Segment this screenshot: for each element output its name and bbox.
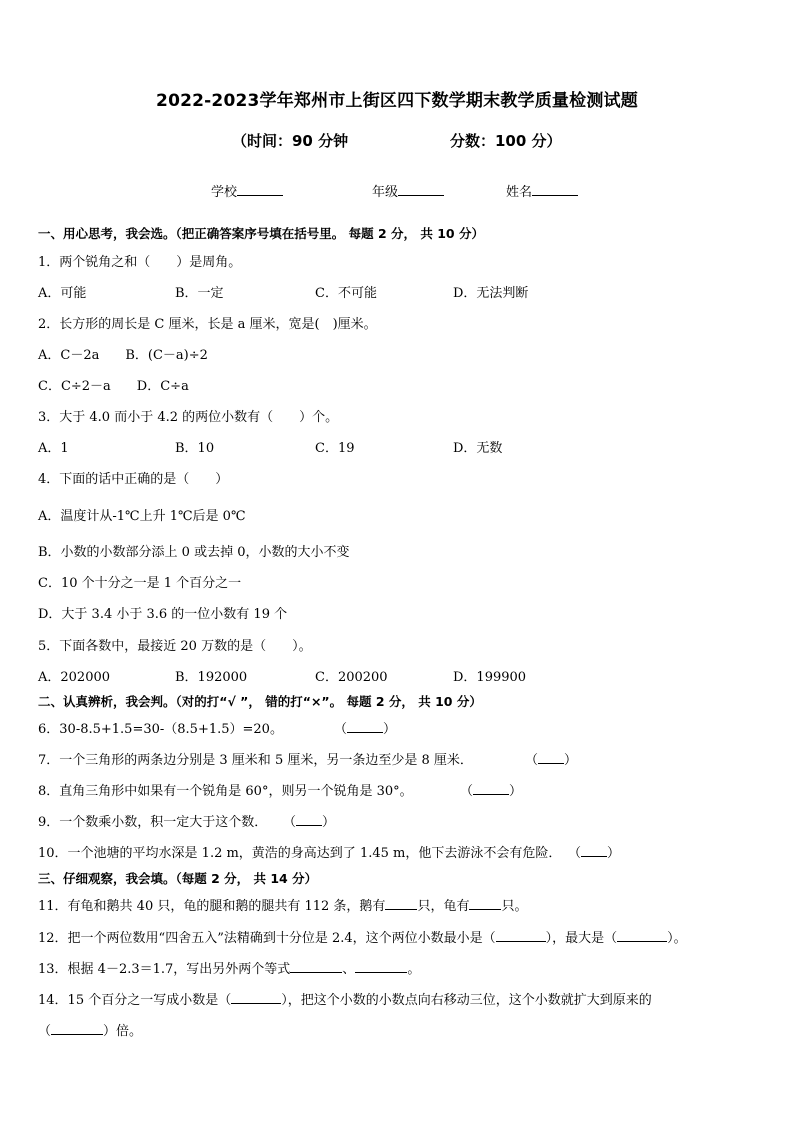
paren-right: ） bbox=[564, 753, 578, 768]
q11-stem bbox=[38, 895, 527, 914]
section1-heading: 一、用心思考，我会选。（把正确答案序号填在括号里。 每题 2 分， 共 10 分） bbox=[38, 226, 484, 241]
q5-option-c: C．200200 bbox=[315, 670, 388, 685]
q13-stem bbox=[38, 958, 420, 977]
q14-blank-1[interactable] bbox=[231, 991, 281, 1004]
q11-blank-1[interactable] bbox=[385, 897, 417, 910]
q4-option-a: A．温度计从-1℃上升 1℃后是 0℃ bbox=[38, 509, 246, 524]
q3-option-d: D．无数 bbox=[453, 441, 503, 456]
q8-answer-paren[interactable] bbox=[460, 780, 522, 799]
q5-option-d: D．199900 bbox=[453, 670, 527, 685]
q2-stem: 2．长方形的周长是 C 厘米，长是 a 厘米，宽是( )厘米。 bbox=[38, 317, 377, 332]
q11-text-2: 只，龟有 bbox=[417, 899, 470, 914]
q13-text-2: 、 bbox=[342, 962, 356, 977]
q11-text-1: 11．有龟和鹅共 40 只，龟的腿和鹅的腿共有 112 条，鹅有 bbox=[38, 899, 386, 914]
q4-stem: 4．下面的话中正确的是（ ） bbox=[38, 472, 229, 487]
q13-text-1: 13．根据 4－2.3＝1.7，写出另外两个等式 bbox=[38, 962, 291, 977]
q12-stem bbox=[38, 927, 687, 946]
q13-blank-1[interactable] bbox=[290, 960, 342, 973]
school-field[interactable] bbox=[211, 181, 283, 200]
q3-option-a: A．1 bbox=[38, 441, 69, 456]
q2-options-ab: A．C－2a B．(C－a)÷2 bbox=[38, 348, 208, 363]
grade-label: 年级 bbox=[372, 185, 399, 200]
paren-left: （ bbox=[283, 815, 297, 830]
q14-blank-2[interactable] bbox=[51, 1022, 103, 1035]
paren-left: （ bbox=[334, 722, 348, 737]
paren-right: ） bbox=[383, 722, 397, 737]
q12-text-3: ）。 bbox=[667, 931, 687, 946]
q7-answer-paren[interactable] bbox=[525, 749, 577, 768]
q9-stem: 9．一个数乘小数，积一定大于这个数． bbox=[38, 815, 268, 830]
q14-stem-line1 bbox=[38, 989, 652, 1008]
q5-option-a: A．202000 bbox=[38, 670, 111, 685]
q10-answer-paren[interactable] bbox=[568, 842, 620, 861]
q3-option-c: C．19 bbox=[315, 441, 355, 456]
q2-options-cd: C．C÷2－a D．C÷a bbox=[38, 379, 189, 394]
q14-text-3: （ bbox=[38, 1024, 52, 1039]
q1-stem: 1．两个锐角之和（ ）是周角。 bbox=[38, 255, 242, 270]
q5-option-b: B．192000 bbox=[175, 670, 248, 685]
q13-text-3: 。 bbox=[407, 962, 421, 977]
answer-blank[interactable] bbox=[581, 844, 607, 857]
q1-option-c: C．不可能 bbox=[315, 286, 377, 301]
answer-blank[interactable] bbox=[347, 720, 383, 733]
q11-text-3: 只。 bbox=[501, 899, 528, 914]
q12-blank-2[interactable] bbox=[617, 929, 667, 942]
q1-option-a: A．可能 bbox=[38, 286, 87, 301]
school-label: 学校 bbox=[211, 185, 238, 200]
exam-time: （时间：90 分钟 bbox=[232, 132, 349, 150]
paren-right: ） bbox=[509, 784, 523, 799]
answer-blank[interactable] bbox=[538, 751, 564, 764]
q12-blank-1[interactable] bbox=[496, 929, 546, 942]
paren-left: （ bbox=[460, 784, 474, 799]
q5-stem: 5．下面各数中，最接近 20 万数的是（ ）。 bbox=[38, 639, 312, 654]
q6-answer-paren[interactable] bbox=[334, 718, 396, 737]
q1-option-b: B．一定 bbox=[175, 286, 224, 301]
grade-field[interactable] bbox=[372, 181, 444, 200]
paren-right: ） bbox=[607, 846, 621, 861]
name-label: 姓名 bbox=[506, 185, 533, 200]
paren-left: （ bbox=[568, 846, 582, 861]
q12-text-1: 12．把一个两位数用“四舍五入”法精确到十分位是 2.4，这个两位小数最小是（ bbox=[38, 931, 496, 946]
q8-stem: 8．直角三角形中如果有一个锐角是 60°，则另一个锐角是 30°。 bbox=[38, 784, 413, 799]
section3-heading: 三、仔细观察，我会填。（每题 2 分， 共 14 分） bbox=[38, 871, 318, 886]
q4-option-c: C．10 个十分之一是 1 个百分之一 bbox=[38, 576, 242, 591]
name-field[interactable] bbox=[506, 181, 578, 200]
q11-blank-2[interactable] bbox=[469, 897, 501, 910]
q1-option-d: D．无法判断 bbox=[453, 286, 529, 301]
answer-blank[interactable] bbox=[296, 813, 322, 826]
q14-text-2: ），把这个小数的小数点向右移动三位，这个小数就扩大到原来的 bbox=[281, 993, 652, 1008]
exam-score: 分数：100 分） bbox=[450, 132, 562, 150]
q13-blank-2[interactable] bbox=[355, 960, 407, 973]
page-title: 2022-2023学年郑州市上街区四下数学期末教学质量检测试题 bbox=[156, 91, 638, 111]
section2-heading: 二、认真辨析，我会判。（对的打“√ ”， 错的打“×”。 每题 2 分， 共 10 分） bbox=[38, 694, 482, 709]
school-blank[interactable] bbox=[237, 183, 283, 196]
q6-stem: 6．30-8.5+1.5=30-（8.5+1.5）=20。 bbox=[38, 722, 283, 737]
q10-stem: 10．一个池塘的平均水深是 1.2 m，黄浩的身高达到了 1.45 m，他下去游泳不会有危险． bbox=[38, 846, 562, 861]
grade-blank[interactable] bbox=[398, 183, 444, 196]
q14-stem-line2 bbox=[38, 1020, 142, 1039]
q14-text-4: ）倍。 bbox=[103, 1024, 143, 1039]
paren-left: （ bbox=[525, 753, 539, 768]
q3-option-b: B．10 bbox=[175, 441, 215, 456]
q12-text-2: ），最大是（ bbox=[545, 931, 618, 946]
q4-option-d: D．大于 3.4 小于 3.6 的一位小数有 19 个 bbox=[38, 607, 288, 622]
name-blank[interactable] bbox=[532, 183, 578, 196]
q9-answer-paren[interactable] bbox=[283, 811, 335, 830]
q3-stem: 3．大于 4.0 而小于 4.2 的两位小数有（ ）个。 bbox=[38, 410, 339, 425]
q4-option-b: B．小数的小数部分添上 0 或去掉 0，小数的大小不变 bbox=[38, 545, 350, 560]
q7-stem: 7．一个三角形的两条边分别是 3 厘米和 5 厘米，另一条边至少是 8 厘米． bbox=[38, 753, 473, 768]
q14-text-1: 14．15 个百分之一写成小数是（ bbox=[38, 993, 232, 1008]
answer-blank[interactable] bbox=[473, 782, 509, 795]
paren-right: ） bbox=[322, 815, 336, 830]
